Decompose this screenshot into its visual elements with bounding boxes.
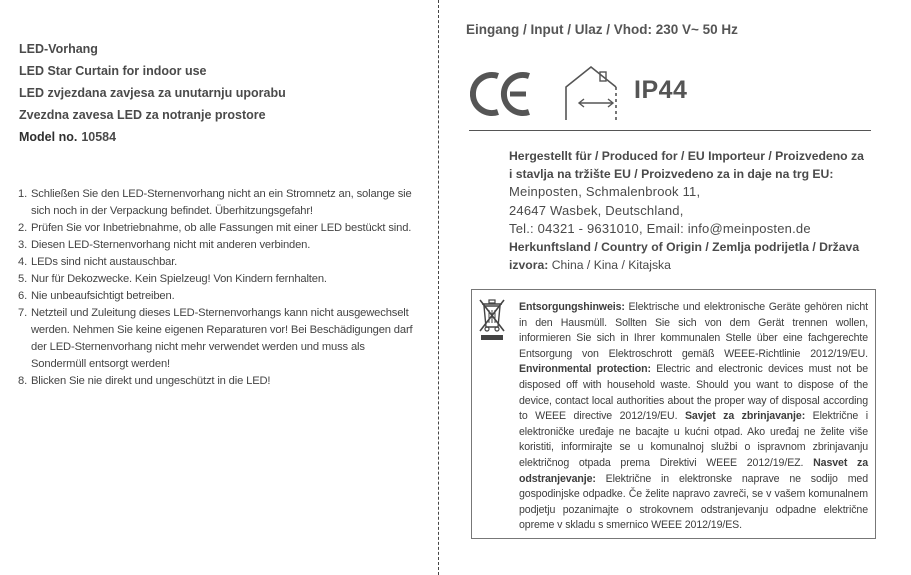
title-hr: LED zvjezdana zavjesa za unutarnju uporabu [19,86,286,100]
product-title-block [19,38,424,148]
safety-warnings-list [18,186,418,390]
warning-item: 4. LEDs sind nicht austauschbar. [18,256,178,268]
manufacturer-info [509,147,869,274]
warning-item: 1. Schließen Sie den LED-Sternenvorhang nicht an ein Stromnetz an, solange sie sich noch in der Verpackung befindet. Überhitzungsgefahr! [18,188,412,217]
model-value: 10584 [81,130,117,144]
warning-item: 3. Diesen LED-Sternenvorhang nicht mit anderen verbinden. [18,239,311,251]
company-street: Meinposten, Schmalenbrook 11, [509,184,701,200]
weee-label-en: Environmental protection: [519,363,651,376]
warning-item: 8. Blicken Sie nie direkt und ungeschützt in die LED! [18,375,271,387]
title-en: LED Star Curtain for indoor use [19,64,207,78]
title-de: LED-Vorhang [19,42,98,56]
fold-line [438,0,439,575]
ce-mark-icon [470,68,534,120]
warning-item: 2. Prüfen Sie vor Inbetriebnahme, ob alle Fassungen mit einer LED bestückt sind. [18,222,412,234]
weee-disposal-text [519,300,868,534]
weee-text-en: Electric and electronic devices must not be disposed off with household waste. Should you want to dispose of the device, contact local authorities about the proper way of disposal according to WEEE directive 2012/19/EU. [519,363,869,423]
ip-rating: IP44 [634,76,688,104]
warning-item: 5. Nur für Dekozwecke. Kein Spielzeug! Von Kindern fernhalten. [18,273,327,285]
country-of-origin [509,238,869,274]
weee-text-de: Elektrische und elektronische Geräte gehören nicht in den Hausmüll. Sollten Sie sich von dem Gerät trennen wollen, informieren Sie sich in Ihrer kommunalen Stelle über eine fachgerechte Entsorgung von Elektroschrott gemäß WEEE-Richtlinie 2012/19/EU. [519,301,869,360]
origin-value: China / Kina / Kitajska [551,258,671,273]
company-city: 24647 Wasbek, Deutschland, [509,202,684,218]
weee-text-hr: Električne i elektroničke uređaje ne bacajte u kućni otpad. Ako uređaj ne želite više koristiti, informirajte se u komunalnoj službi o ispravnom zbrinjavanju električnog otpada prema Direktivi WEEE 2012/19/EZ. [519,410,868,469]
crossed-bin-icon [478,297,506,341]
weee-label-sl: Nasvet za odstranjevanje: [519,456,869,485]
produced-for-label: Hergestellt für / Produced for / EU Importeur / Proizvedeno za i stavlja na tržište EU / Proizvedeno za in daje na trg EU: [509,149,864,182]
divider [469,130,871,131]
model-label: Model no. [19,130,78,144]
indoor-use-icon [562,65,620,121]
company-contact: Tel.: 04321 - 9631010, Email: info@meinposten.de [509,220,811,236]
model-number [19,126,424,148]
weee-label-hr: Savjet za zbrinjavanje: [684,410,806,423]
weee-text-sl: Električne in elektronske naprave ne sodijo med gospodinjske odpadke. Če želite napravo zavreči, se v vašem komunalnem podjetju pozanimajte o strokovnem odstranjevanju odpadne električne opreme v skladu s smernico WEEE 2012/19/ES. [519,472,868,532]
warning-item: 7. Netzteil und Zuleitung dieses LED-Sternenvorhangs kann nicht ausgewechselt werden. Nehmen Sie keine eigenen Reparaturen vor! Bei Beschädigungen darf der LED-Sternenvorhang nicht mehr verwendet werden und muss als Sondermüll entsorgt werden! [18,307,413,370]
weee-label-de: Entsorgungshinweis: [519,301,625,313]
power-input-spec: Eingang / Input / Ulaz / Vhod: 230 V~ 50 Hz [466,22,738,37]
title-sl: Zvezdna zavesa LED za notranje prostore [19,108,266,122]
origin-label: Herkunftsland / Country of Origin / Zemlja podrijetla / Država izvora: [509,240,860,273]
warning-item: 6. Nie unbeaufsichtigt betreiben. [18,290,175,302]
